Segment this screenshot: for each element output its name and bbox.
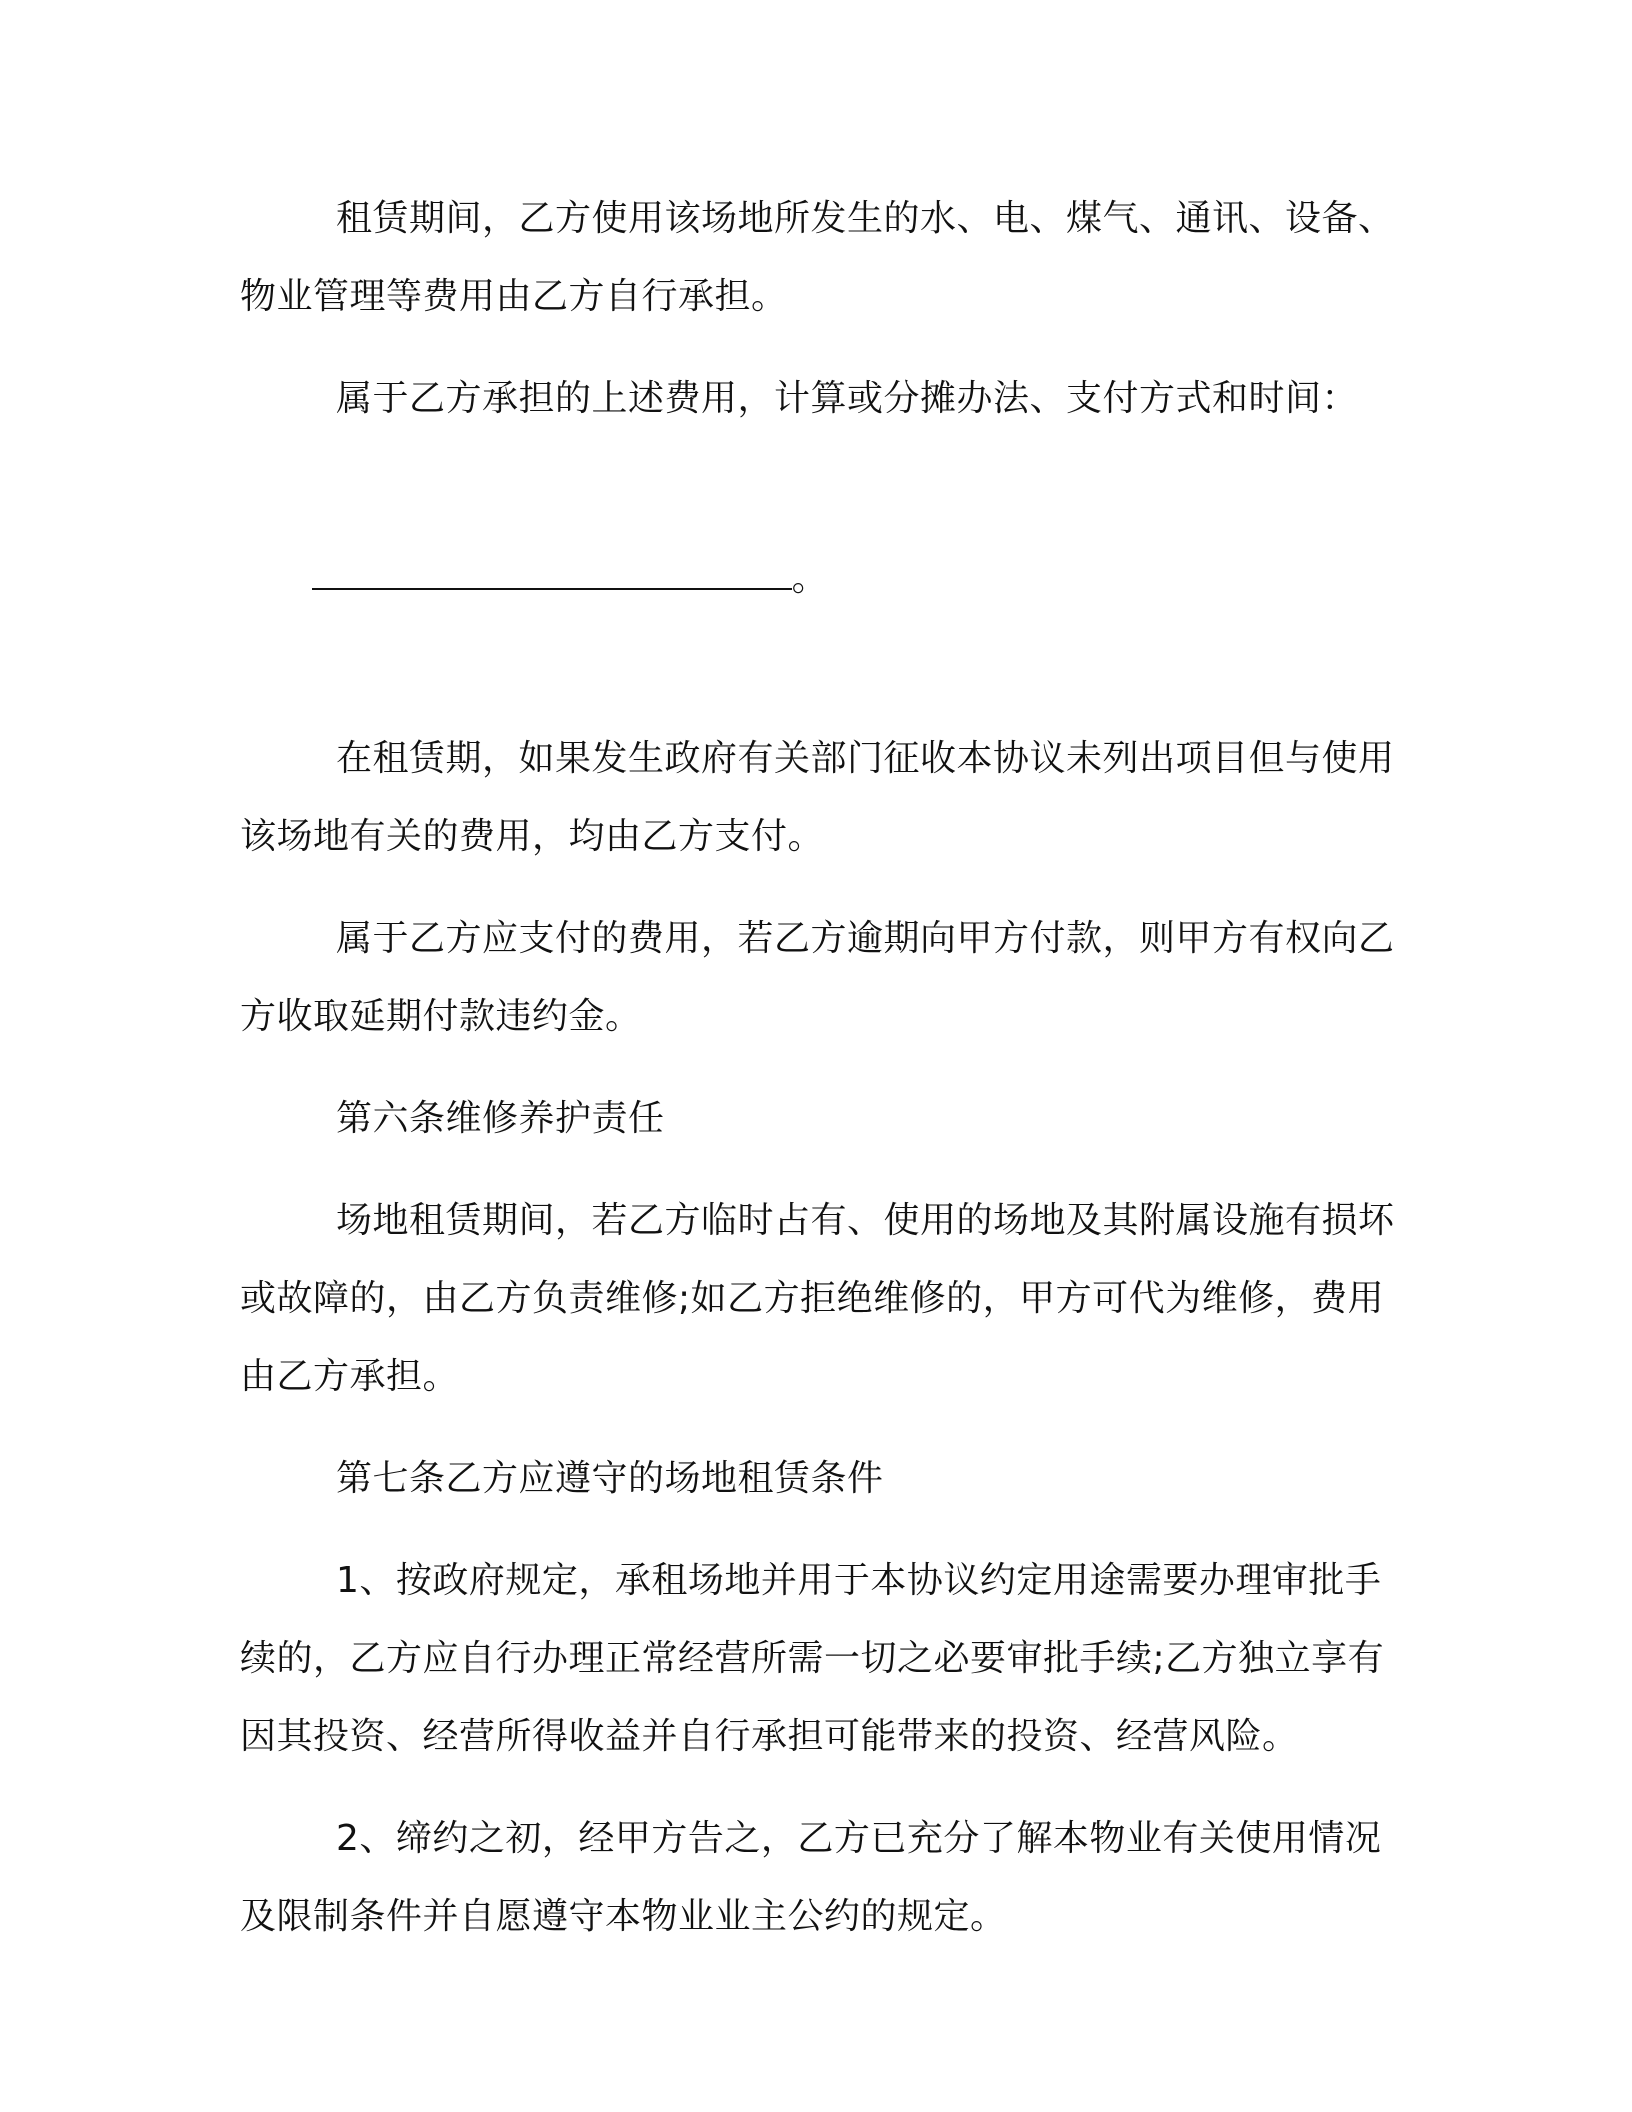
blank-line-period: 。 <box>791 558 829 599</box>
paragraph-blank-fill-line <box>240 462 1415 696</box>
paragraph-fee-calculation-method: 属于乙方承担的上述费用，计算或分摊办法、支付方式和时间： <box>336 378 1359 419</box>
paragraph-approval-procedures: 1、按政府规定，承租场地并用于本协议约定用途需要办理审批手续的，乙方应自行办理正常经营所需一切之必要审批手续;乙方独立享有因其投资、经营所得收益并自行承担可能带来的投资、经营风险。 <box>240 1560 1385 1757</box>
paragraph-fees-borne-by-tenant: 租赁期间，乙方使用该场地所发生的水、电、煤气、通讯、设备、物业管理等费用由乙方自行承担。 <box>240 198 1395 317</box>
blank-fill-line <box>312 558 792 590</box>
paragraph-maintenance-responsibility: 场地租赁期间，若乙方临时占有、使用的场地及其附属设施有损坏或故障的，由乙方负责维修;如乙方拒绝维修的，甲方可代为维修，费用由乙方承担。 <box>240 1200 1395 1397</box>
heading-article-six: 第六条维修养护责任 <box>336 1098 665 1139</box>
paragraph-government-fees: 在租赁期，如果发生政府有关部门征收本协议未列出项目但与使用该场地有关的费用，均由乙方支付。 <box>240 738 1395 857</box>
heading-article-seven: 第七条乙方应遵守的场地租赁条件 <box>336 1458 884 1499</box>
paragraph-property-rules: 2、缔约之初，经甲方告之，乙方已充分了解本物业有关使用情况及限制条件并自愿遵守本物业业主公约的规定。 <box>240 1818 1382 1937</box>
document-body <box>240 180 1415 1980</box>
paragraph-late-payment-penalty: 属于乙方应支付的费用，若乙方逾期向甲方付款，则甲方有权向乙方收取延期付款违约金。 <box>240 918 1395 1037</box>
